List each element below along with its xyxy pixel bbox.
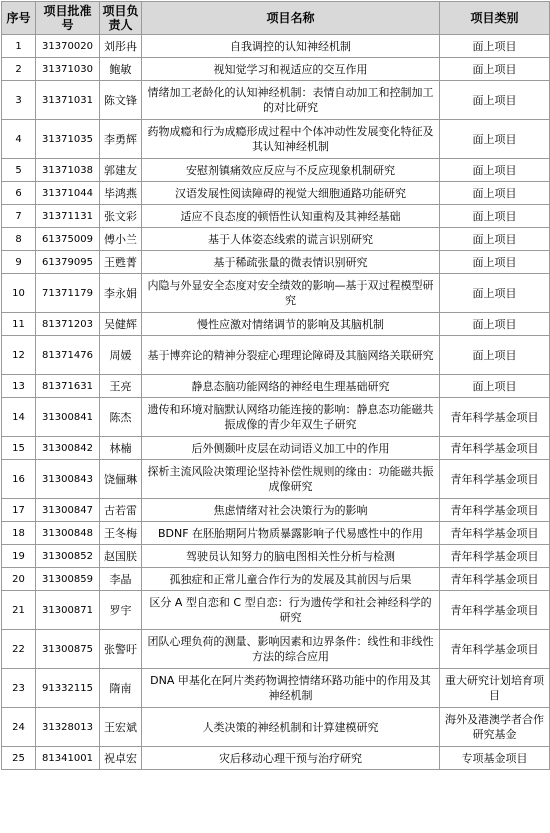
cell-leader: 王宏斌 <box>100 708 142 747</box>
cell-approval-number: 31300871 <box>36 591 100 630</box>
cell-leader: 张警吁 <box>100 630 142 669</box>
cell-project-type: 青年科学基金项目 <box>440 499 550 522</box>
cell-leader: 陈杰 <box>100 398 142 437</box>
table-row <box>2 522 550 545</box>
cell-project-name: 焦虑情绪对社会决策行为的影响 <box>142 499 440 522</box>
cell-seq: 17 <box>2 499 36 522</box>
cell-seq: 7 <box>2 205 36 228</box>
cell-approval-number: 31300852 <box>36 545 100 568</box>
cell-seq: 25 <box>2 747 36 770</box>
cell-approval-number: 31300875 <box>36 630 100 669</box>
cell-project-type: 青年科学基金项目 <box>440 460 550 499</box>
cell-project-type: 海外及港澳学者合作研究基金 <box>440 708 550 747</box>
cell-project-type: 重大研究计划培育项目 <box>440 669 550 708</box>
cell-leader: 古若雷 <box>100 499 142 522</box>
table-row <box>2 499 550 522</box>
cell-project-name: 内隐与外显安全态度对安全绩效的影响—基于双过程模型研究 <box>142 274 440 313</box>
cell-seq: 2 <box>2 58 36 81</box>
cell-project-name: DNA 甲基化在阿片类药物调控情绪环路功能中的作用及其神经机制 <box>142 669 440 708</box>
cell-leader: 郭建友 <box>100 159 142 182</box>
cell-project-type: 面上项目 <box>440 336 550 375</box>
cell-seq: 24 <box>2 708 36 747</box>
cell-approval-number: 31371044 <box>36 182 100 205</box>
cell-project-type: 青年科学基金项目 <box>440 591 550 630</box>
table-row <box>2 437 550 460</box>
table-row <box>2 545 550 568</box>
cell-approval-number: 31300843 <box>36 460 100 499</box>
cell-project-type: 面上项目 <box>440 313 550 336</box>
cell-project-name: 团队心理负荷的测量、影响因素和边界条件：线性和非线性方法的综合应用 <box>142 630 440 669</box>
table-row <box>2 35 550 58</box>
cell-project-name: 安慰剂镇痛效应反应与不反应现象机制研究 <box>142 159 440 182</box>
cell-seq: 18 <box>2 522 36 545</box>
cell-leader: 罗宇 <box>100 591 142 630</box>
cell-seq: 8 <box>2 228 36 251</box>
table-row <box>2 630 550 669</box>
table-row <box>2 251 550 274</box>
header-lead: 项目负责人 <box>100 2 142 35</box>
cell-seq: 11 <box>2 313 36 336</box>
table-row <box>2 591 550 630</box>
cell-project-type: 面上项目 <box>440 58 550 81</box>
cell-leader: 王甦菁 <box>100 251 142 274</box>
cell-approval-number: 31300842 <box>36 437 100 460</box>
header-row <box>2 2 550 35</box>
cell-seq: 21 <box>2 591 36 630</box>
cell-project-type: 面上项目 <box>440 375 550 398</box>
cell-project-type: 面上项目 <box>440 228 550 251</box>
cell-project-name: 基于人体姿态线索的谎言识别研究 <box>142 228 440 251</box>
cell-approval-number: 31371131 <box>36 205 100 228</box>
cell-leader: 傅小兰 <box>100 228 142 251</box>
cell-leader: 李永娟 <box>100 274 142 313</box>
cell-approval-number: 31300848 <box>36 522 100 545</box>
cell-approval-number: 31371030 <box>36 58 100 81</box>
cell-approval-number: 31371038 <box>36 159 100 182</box>
cell-project-type: 面上项目 <box>440 81 550 120</box>
cell-project-name: 慢性应激对情绪调节的影响及其脑机制 <box>142 313 440 336</box>
cell-project-name: 自我调控的认知神经机制 <box>142 35 440 58</box>
cell-project-name: 人类决策的神经机制和计算建模研究 <box>142 708 440 747</box>
cell-seq: 1 <box>2 35 36 58</box>
cell-leader: 毕鸿燕 <box>100 182 142 205</box>
cell-project-name: 孤独症和正常儿童合作行为的发展及其前因与后果 <box>142 568 440 591</box>
cell-seq: 15 <box>2 437 36 460</box>
cell-leader: 赵国朕 <box>100 545 142 568</box>
table-row <box>2 747 550 770</box>
table-row <box>2 274 550 313</box>
cell-project-type: 青年科学基金项目 <box>440 630 550 669</box>
cell-leader: 张文彩 <box>100 205 142 228</box>
cell-project-name: 药物成瘾和行为成瘾形成过程中个体冲动性发展变化特征及其认知神经机制 <box>142 120 440 159</box>
cell-seq: 12 <box>2 336 36 375</box>
table-row <box>2 568 550 591</box>
cell-project-type: 青年科学基金项目 <box>440 398 550 437</box>
cell-project-name: 情绪加工老龄化的认知神经机制：表情自动加工和控制加工的对比研究 <box>142 81 440 120</box>
cell-seq: 5 <box>2 159 36 182</box>
cell-approval-number: 31300859 <box>36 568 100 591</box>
header-type: 项目类别 <box>440 2 550 35</box>
cell-leader: 吴健辉 <box>100 313 142 336</box>
header-num: 项目批准号 <box>36 2 100 35</box>
cell-project-name: 灾后移动心理干预与治疗研究 <box>142 747 440 770</box>
cell-seq: 3 <box>2 81 36 120</box>
cell-approval-number: 81371203 <box>36 313 100 336</box>
cell-leader: 李晶 <box>100 568 142 591</box>
cell-leader: 王亮 <box>100 375 142 398</box>
table-row <box>2 313 550 336</box>
cell-project-name: 区分 A 型自恋和 C 型自恋：行为遗传学和社会神经科学的研究 <box>142 591 440 630</box>
cell-project-name: 基于稀疏张量的微表情识别研究 <box>142 251 440 274</box>
table-row <box>2 120 550 159</box>
cell-leader: 王冬梅 <box>100 522 142 545</box>
cell-project-type: 面上项目 <box>440 159 550 182</box>
cell-project-type: 面上项目 <box>440 251 550 274</box>
cell-seq: 19 <box>2 545 36 568</box>
cell-approval-number: 71371179 <box>36 274 100 313</box>
table-row <box>2 375 550 398</box>
table-row <box>2 460 550 499</box>
cell-approval-number: 81371476 <box>36 336 100 375</box>
cell-project-type: 面上项目 <box>440 35 550 58</box>
cell-leader: 周媛 <box>100 336 142 375</box>
cell-project-name: 适应不良态度的顿悟性认知重构及其神经基础 <box>142 205 440 228</box>
cell-project-name: 驾驶员认知努力的脑电图相关性分析与检测 <box>142 545 440 568</box>
table-row <box>2 58 550 81</box>
cell-project-type: 面上项目 <box>440 205 550 228</box>
cell-approval-number: 81341001 <box>36 747 100 770</box>
cell-project-type: 面上项目 <box>440 120 550 159</box>
cell-approval-number: 31300847 <box>36 499 100 522</box>
cell-seq: 16 <box>2 460 36 499</box>
cell-project-type: 专项基金项目 <box>440 747 550 770</box>
cell-project-name: 后外侧颞叶皮层在动词语义加工中的作用 <box>142 437 440 460</box>
cell-project-name: 基于博弈论的精神分裂症心理理论障碍及其脑网络关联研究 <box>142 336 440 375</box>
table-row <box>2 205 550 228</box>
cell-approval-number: 31371031 <box>36 81 100 120</box>
cell-project-name: 遗传和环境对脑默认网络功能连接的影响：静息态功能磁共振成像的青少年双生子研究 <box>142 398 440 437</box>
cell-leader: 鲍敏 <box>100 58 142 81</box>
table-row <box>2 228 550 251</box>
cell-seq: 9 <box>2 251 36 274</box>
table-row <box>2 336 550 375</box>
cell-project-type: 青年科学基金项目 <box>440 437 550 460</box>
cell-approval-number: 31300841 <box>36 398 100 437</box>
cell-approval-number: 91332115 <box>36 669 100 708</box>
cell-project-name: 探析主流风险决策理论坚持补偿性规则的缘由：功能磁共振成像研究 <box>142 460 440 499</box>
cell-approval-number: 31328013 <box>36 708 100 747</box>
cell-seq: 13 <box>2 375 36 398</box>
cell-project-type: 青年科学基金项目 <box>440 522 550 545</box>
table-row <box>2 159 550 182</box>
cell-seq: 14 <box>2 398 36 437</box>
cell-project-type: 面上项目 <box>440 274 550 313</box>
cell-leader: 李勇辉 <box>100 120 142 159</box>
table-row <box>2 708 550 747</box>
cell-leader: 饶俪琳 <box>100 460 142 499</box>
table-row <box>2 81 550 120</box>
cell-seq: 22 <box>2 630 36 669</box>
cell-project-name: 视知觉学习和视适应的交互作用 <box>142 58 440 81</box>
cell-approval-number: 81371631 <box>36 375 100 398</box>
cell-approval-number: 61379095 <box>36 251 100 274</box>
cell-approval-number: 31370020 <box>36 35 100 58</box>
cell-seq: 10 <box>2 274 36 313</box>
cell-leader: 隋南 <box>100 669 142 708</box>
cell-leader: 祝卓宏 <box>100 747 142 770</box>
cell-leader: 林楠 <box>100 437 142 460</box>
header-name: 项目名称 <box>142 2 440 35</box>
cell-project-name: BDNF 在胚胎期阿片物质暴露影响子代易感性中的作用 <box>142 522 440 545</box>
table-row <box>2 398 550 437</box>
table-row <box>2 669 550 708</box>
cell-project-name: 静息态脑功能网络的神经电生理基础研究 <box>142 375 440 398</box>
cell-seq: 4 <box>2 120 36 159</box>
cell-approval-number: 61375009 <box>36 228 100 251</box>
cell-project-name: 汉语发展性阅读障碍的视觉大细胞通路功能研究 <box>142 182 440 205</box>
header-seq: 序号 <box>2 2 36 35</box>
cell-seq: 6 <box>2 182 36 205</box>
cell-project-type: 面上项目 <box>440 182 550 205</box>
cell-leader: 刘彤冉 <box>100 35 142 58</box>
cell-seq: 23 <box>2 669 36 708</box>
cell-seq: 20 <box>2 568 36 591</box>
cell-leader: 陈文锋 <box>100 81 142 120</box>
table-row <box>2 182 550 205</box>
cell-project-type: 青年科学基金项目 <box>440 568 550 591</box>
project-table <box>1 1 550 770</box>
cell-approval-number: 31371035 <box>36 120 100 159</box>
cell-project-type: 青年科学基金项目 <box>440 545 550 568</box>
